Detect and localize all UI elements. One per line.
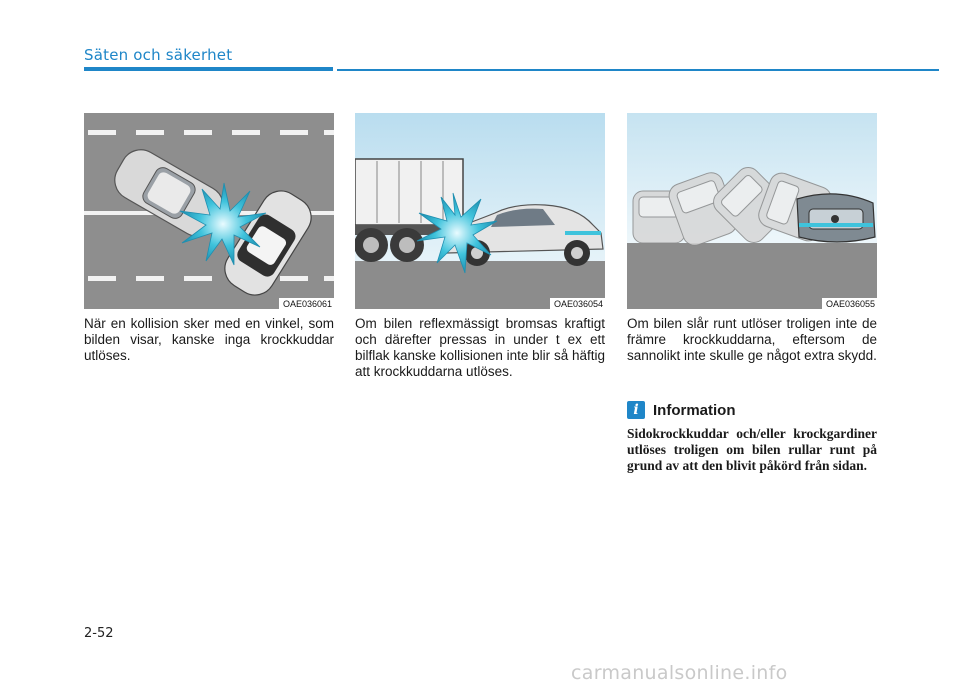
paragraph-underride-collision: Om bilen reflexmässigt bromsas kraftigt och därefter pressas in under t ex ett bilflak kanske kollisionen inte blir så häftig att krockkuddarna utlöses. <box>355 316 605 379</box>
figure-underride-collision <box>355 113 605 309</box>
info-icon: i <box>627 401 645 419</box>
page-number: 2-52 <box>84 626 114 641</box>
information-title: Information <box>653 401 736 419</box>
figure-code: OAE036055 <box>822 298 877 309</box>
angled-collision-illustration <box>84 113 334 309</box>
paragraph-angled-collision: När en kollision sker med en vinkel, som bilden visar, kanske inga krockkuddar utlöses. <box>84 316 334 363</box>
figure-angled-collision <box>84 113 334 309</box>
section-title: Säten och säkerhet <box>84 46 233 64</box>
header-rule-thin <box>337 69 939 71</box>
overturned-car <box>797 194 875 242</box>
figure-rollover <box>627 113 877 309</box>
figure-code: OAE036061 <box>279 298 334 309</box>
rollover-illustration <box>627 113 877 309</box>
paragraph-rollover: Om bilen slår runt utlöser troligen inte de främre krockkuddarna, eftersom de sannolikt inte skulle ge något extra skydd. <box>627 316 877 363</box>
watermark: carmanualsonline.info <box>571 662 788 684</box>
underride-collision-illustration <box>355 113 605 309</box>
information-body: Sidokrockkuddar och/eller krockgardiner utlöses troligen om bilen rullar runt på grund av att den blivit påkörd från sidan. <box>627 426 877 473</box>
information-heading <box>627 400 736 420</box>
figure-code: OAE036054 <box>550 298 605 309</box>
header-rule-thick <box>84 67 333 71</box>
